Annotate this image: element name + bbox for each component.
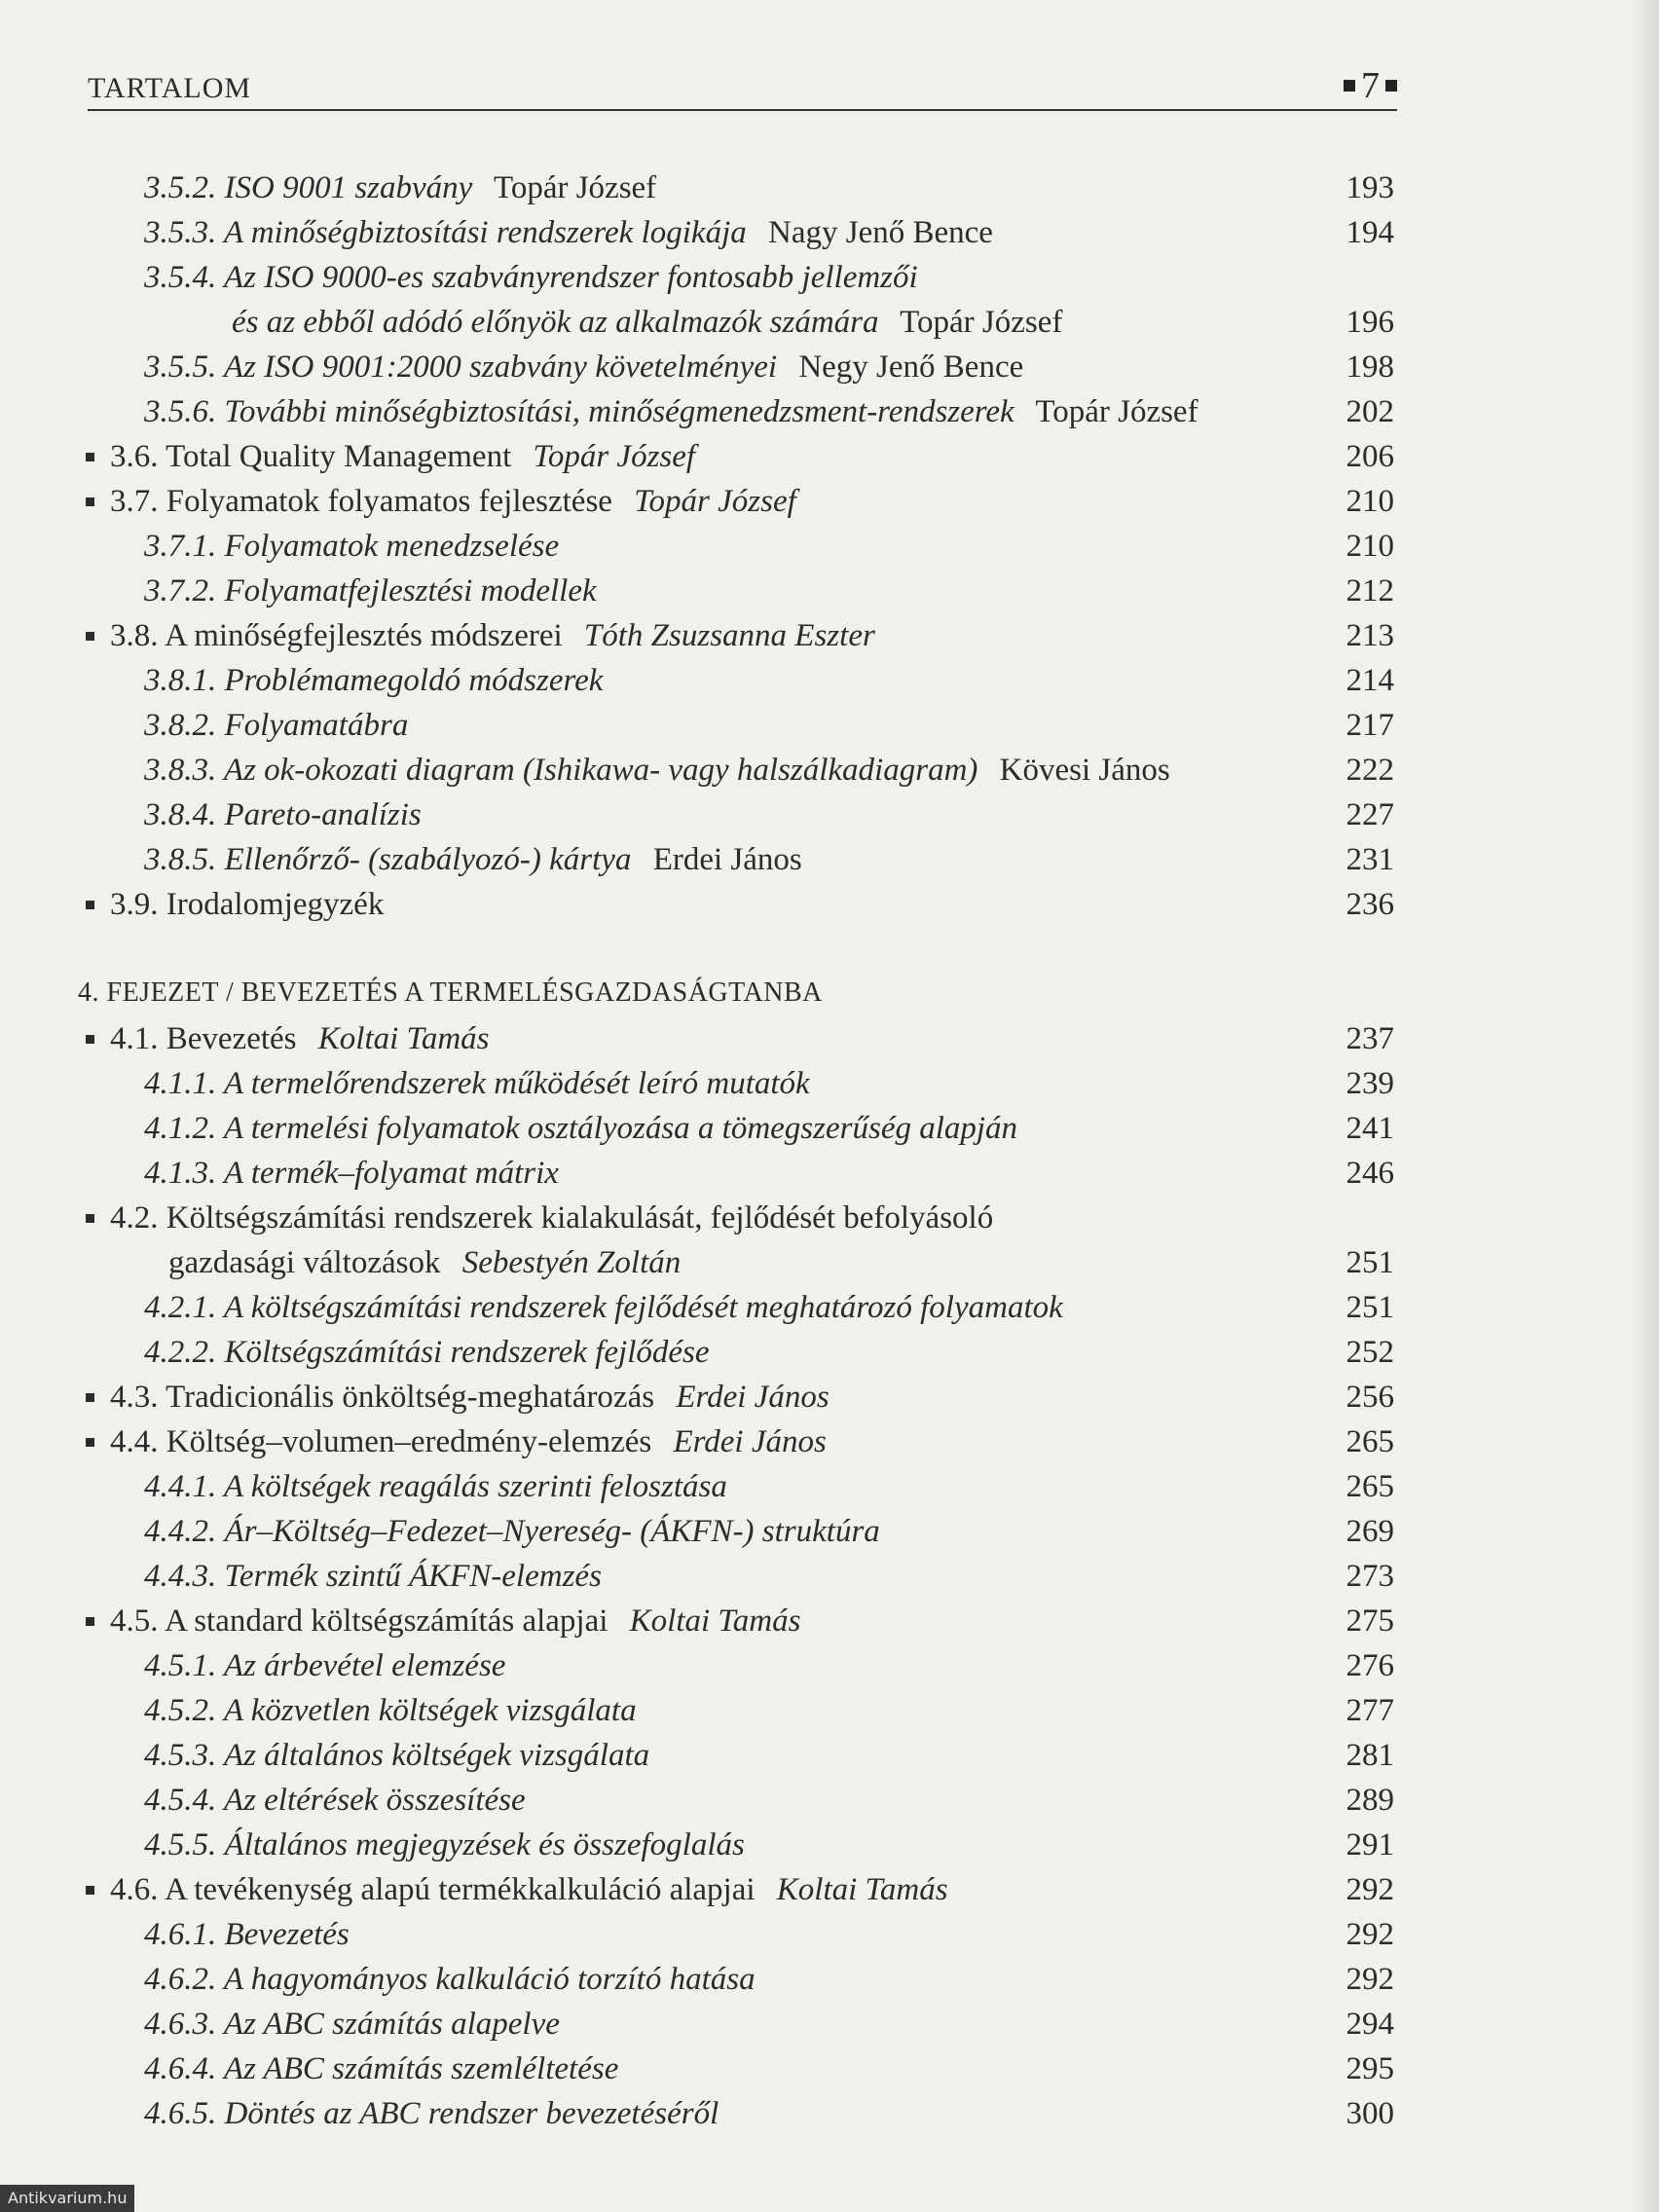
entry-page-number: 292	[1346, 1962, 1394, 1997]
entry-author: Koltai Tamás	[768, 1872, 948, 1907]
toc-entry[interactable]	[0, 1064, 1460, 1103]
entry-page-number: 194	[1346, 215, 1394, 250]
entry-author: Negy Jenő Bence	[791, 350, 1024, 385]
entry-page-number: 210	[1346, 529, 1394, 564]
entry-title: A termelőrendszerek működését leíró mutatók	[223, 1066, 810, 1101]
entry-number: 4.5.4.	[144, 1783, 224, 1818]
entry-page-number: 202	[1346, 394, 1394, 429]
entry-page-number: 295	[1346, 2051, 1394, 2086]
entry-page-number: 251	[1346, 1290, 1394, 1325]
entry-title: A termelési folyamatok osztályozása a tömegszerűség alapján	[223, 1111, 1018, 1146]
toc-entry[interactable]	[0, 1825, 1460, 1864]
entry-title: Az ISO 9001:2000 szabvány követelményei	[223, 350, 778, 385]
entry-author: Nagy Jenő Bence	[759, 215, 993, 250]
running-header	[88, 58, 1397, 111]
entry-number: 4.3.	[110, 1380, 166, 1415]
entry-title: Költség–volumen–eredmény-elemzés	[166, 1424, 652, 1459]
toc-entry[interactable]	[0, 1870, 1460, 1909]
binding-shadow	[1632, 0, 1659, 2212]
entry-page-number: 291	[1346, 1827, 1394, 1862]
entry-title: Az ok-okozati diagram (Ishikawa- vagy halszálkadiagram)	[223, 753, 978, 788]
bullet-icon	[86, 1035, 94, 1044]
entry-number: 4.4.1.	[144, 1469, 224, 1504]
entry-number: 4.4.2.	[144, 1514, 225, 1549]
entry-page-number: 275	[1346, 1604, 1394, 1639]
entry-page-number: 265	[1346, 1469, 1394, 1504]
entry-title: Az ABC számítás alapelve	[223, 2007, 560, 2042]
entry-number: 4.5.3.	[144, 1738, 224, 1773]
entry-author: Topár József	[892, 305, 1063, 340]
toc-entry[interactable]	[0, 1019, 1460, 1058]
entry-page-number: 273	[1346, 1559, 1394, 1594]
entry-number: 4.6.3.	[144, 2007, 224, 2042]
toc-entry[interactable]	[0, 1109, 1460, 1148]
entry-number: 3.5.2.	[144, 170, 225, 205]
entry-author: Topár József	[486, 170, 657, 205]
entry-title: A minőségfejlesztés módszerei	[164, 618, 563, 653]
entry-author: Topár József	[625, 484, 796, 519]
entry-number: 3.8.2.	[144, 708, 225, 743]
bullet-icon	[86, 1886, 94, 1895]
entry-number: 3.7.2.	[144, 573, 225, 608]
entry-number: 3.7.1.	[144, 529, 225, 564]
toc-entry[interactable]	[0, 1646, 1460, 1685]
page-number	[1344, 64, 1397, 107]
toc-entry[interactable]	[0, 661, 1460, 700]
toc-entry[interactable]	[0, 616, 1460, 655]
bullet-icon	[86, 1617, 94, 1626]
toc-entry[interactable]	[0, 1422, 1460, 1461]
toc-entry[interactable]	[0, 527, 1460, 566]
entry-title: A költségszámítási rendszerek fejlődését meghatározó folyamatok	[223, 1290, 1063, 1325]
entry-page-number: 256	[1346, 1380, 1394, 1415]
entry-title: A költségek reagálás szerinti felosztása	[223, 1469, 727, 1504]
entry-title: Tradicionális önköltség-meghatározás	[166, 1380, 655, 1415]
toc-entry[interactable]	[0, 1154, 1460, 1193]
toc-entry[interactable]	[0, 795, 1460, 834]
watermark: Antikvarium.hu	[0, 2185, 134, 2212]
entry-title: Pareto-analízis	[224, 797, 422, 832]
toc-entry[interactable]	[0, 1557, 1460, 1596]
entry-number: 4.5.2.	[144, 1693, 224, 1728]
entry-number: 4.4.	[110, 1424, 166, 1459]
entry-title: A tevékenység alapú termékkalkuláció alapjai	[164, 1872, 756, 1907]
toc-entry[interactable]	[0, 1243, 1460, 1282]
entry-page-number: 251	[1346, 1245, 1394, 1280]
entry-title: Költségszámítási rendszerek fejlődése	[224, 1335, 710, 1370]
entry-author: Koltai Tamás	[310, 1021, 490, 1056]
entry-title: A minőségbiztosítási rendszerek logikája	[223, 215, 747, 250]
entry-title: Problémamegoldó módszerek	[224, 663, 604, 698]
toc-entry[interactable]	[0, 168, 1460, 207]
toc-entry[interactable]	[0, 437, 1460, 476]
entry-title: Általános megjegyzések és összefoglalás	[224, 1827, 745, 1862]
toc-entry[interactable]	[0, 706, 1460, 745]
toc-entry[interactable]	[0, 2094, 1460, 2133]
entry-number: 4.5.	[110, 1604, 165, 1639]
entry-page-number: 222	[1346, 753, 1394, 788]
entry-page-number: 212	[1346, 573, 1394, 608]
toc-entry[interactable]	[0, 2005, 1460, 2044]
entry-page-number: 269	[1346, 1514, 1394, 1549]
entry-number: 4.2.2.	[144, 1335, 225, 1370]
entry-page-number: 196	[1346, 305, 1394, 340]
entry-page-number: 217	[1346, 708, 1394, 743]
entry-title: A termék–folyamat mátrix	[223, 1156, 559, 1191]
entry-title: Költségszámítási rendszerek kialakulását, fejlődését befolyásoló	[166, 1200, 994, 1235]
entry-title: Döntés az ABC rendszer bevezetéséről	[224, 2096, 719, 2131]
entry-title: A közvetlen költségek vizsgálata	[223, 1693, 637, 1728]
toc-entry[interactable]	[0, 1512, 1460, 1551]
toc-entry[interactable]	[0, 840, 1460, 879]
bullet-icon	[86, 1438, 94, 1447]
entry-number: 3.5.5.	[144, 350, 224, 385]
toc-entry[interactable]	[0, 1736, 1460, 1775]
entry-title: Az ISO 9000-es szabványrendszer fontosabb jellemzői	[223, 260, 918, 295]
entry-page-number: 289	[1346, 1783, 1394, 1818]
entry-author: Topár József	[1027, 394, 1198, 429]
entry-title: Az árbevétel elemzése	[223, 1648, 506, 1683]
entry-title: Folyamatábra	[224, 708, 409, 743]
entry-author: Topár József	[525, 439, 696, 474]
chapter-heading: 4. FEJEZET / BEVEZETÉS A TERMELÉSGAZDASÁGTANBA	[78, 977, 823, 1008]
toc-entry[interactable]	[0, 258, 1460, 297]
bullet-icon	[86, 498, 94, 506]
entry-page-number: 239	[1346, 1066, 1394, 1101]
entry-page-number: 292	[1346, 1872, 1394, 1907]
entry-number: 3.8.4.	[144, 797, 225, 832]
toc-entry[interactable]	[0, 482, 1460, 521]
entry-title: Folyamatfejlesztési modellek	[224, 573, 597, 608]
entry-title: Total Quality Management	[166, 439, 512, 474]
entry-number: 3.5.6.	[144, 394, 225, 429]
entry-author: Erdei János	[668, 1380, 830, 1415]
entry-number: 3.8.1.	[144, 663, 225, 698]
entry-page-number: 252	[1346, 1335, 1394, 1370]
square-ornament-icon	[1385, 80, 1397, 92]
entry-number: 4.6.	[110, 1872, 165, 1907]
entry-page-number: 193	[1346, 170, 1394, 205]
entry-title: Folyamatok menedzselése	[224, 529, 560, 564]
bullet-icon	[86, 632, 94, 641]
entry-number: 3.7.	[110, 484, 166, 519]
bullet-icon	[86, 1393, 94, 1402]
bullet-icon	[86, 1214, 94, 1223]
entry-author: Koltai Tamás	[621, 1604, 801, 1639]
toc-entry[interactable]	[0, 885, 1460, 924]
toc-entry[interactable]	[0, 1198, 1460, 1237]
entry-title: és az ebből adódó előnyök az alkalmazók számára	[232, 305, 879, 340]
entry-page-number: 231	[1346, 842, 1394, 877]
entry-title: Bevezetés	[224, 1917, 350, 1952]
entry-title: Ár–Költség–Fedezet–Nyereség- (ÁKFN-) struktúra	[224, 1514, 880, 1549]
entry-page-number: 227	[1346, 797, 1394, 832]
entry-author: Sebestyén Zoltán	[454, 1245, 682, 1280]
entry-number: 4.1.2.	[144, 1111, 224, 1146]
entry-title: Irodalomjegyzék	[166, 887, 385, 922]
entry-author: Erdei János	[665, 1424, 827, 1459]
toc-entry[interactable]	[0, 392, 1460, 431]
entry-number: 4.6.5.	[144, 2096, 225, 2131]
toc-entry[interactable]	[0, 1467, 1460, 1506]
entry-title: Folyamatok folyamatos fejlesztése	[166, 484, 612, 519]
toc-entry[interactable]	[0, 1333, 1460, 1372]
entry-title: Termék szintű ÁKFN-elemzés	[224, 1559, 602, 1594]
entry-number: 3.8.	[110, 618, 165, 653]
entry-title: Az általános költségek vizsgálata	[223, 1738, 650, 1773]
entry-page-number: 265	[1346, 1424, 1394, 1459]
entry-number: 3.8.5.	[144, 842, 225, 877]
entry-page-number: 281	[1346, 1738, 1394, 1773]
entry-page-number: 241	[1346, 1111, 1394, 1146]
entry-title: Ellenőrző- (szabályozó-) kártya	[224, 842, 632, 877]
entry-page-number: 292	[1346, 1917, 1394, 1952]
entry-page-number: 210	[1346, 484, 1394, 519]
entry-number: 4.6.2.	[144, 1962, 224, 1997]
entry-title: Az eltérések összesítése	[223, 1783, 526, 1818]
toc-entry[interactable]	[0, 571, 1460, 610]
toc-entry[interactable]	[0, 1378, 1460, 1417]
entry-title: Az ABC számítás szemléltetése	[223, 2051, 619, 2086]
entry-number: 3.5.3.	[144, 215, 224, 250]
entry-page-number: 206	[1346, 439, 1394, 474]
entry-title: További minőségbiztosítási, minőségmenedzsment-rendszerek	[224, 394, 1014, 429]
toc-entry[interactable]	[0, 1602, 1460, 1641]
entry-page-number: 246	[1346, 1156, 1394, 1191]
entry-page-number: 294	[1346, 2007, 1394, 2042]
entry-page-number: 276	[1346, 1648, 1394, 1683]
entry-number: 4.5.1.	[144, 1648, 224, 1683]
entry-title: Bevezetés	[166, 1021, 297, 1056]
entry-number: 4.1.3.	[144, 1156, 224, 1191]
entry-number: 4.5.5.	[144, 1827, 225, 1862]
entry-number: 4.1.1.	[144, 1066, 224, 1101]
entry-page-number: 213	[1346, 618, 1394, 653]
entry-page-number: 198	[1346, 350, 1394, 385]
entry-author: Erdei János	[645, 842, 802, 877]
entry-page-number: 277	[1346, 1693, 1394, 1728]
toc-entry[interactable]	[0, 1915, 1460, 1954]
entry-number: 3.6.	[110, 439, 166, 474]
entry-page-number: 237	[1346, 1021, 1394, 1056]
toc-entry[interactable]	[0, 1691, 1460, 1730]
entry-number: 4.6.4.	[144, 2051, 224, 2086]
entry-number: 4.2.	[110, 1200, 166, 1235]
entry-title: A hagyományos kalkuláció torzító hatása	[223, 1962, 756, 1997]
entry-page-number: 214	[1346, 663, 1394, 698]
entry-page-number: 236	[1346, 887, 1394, 922]
toc-entry[interactable]	[0, 751, 1460, 790]
entry-title: gazdasági változások	[168, 1245, 441, 1280]
bullet-icon	[86, 901, 94, 909]
entry-title: A standard költségszámítás alapjai	[164, 1604, 608, 1639]
square-ornament-icon	[1344, 80, 1355, 92]
entry-number: 4.2.1.	[144, 1290, 224, 1325]
entry-title: ISO 9001 szabvány	[224, 170, 473, 205]
entry-author: Tóth Zsuzsanna Eszter	[575, 618, 875, 653]
toc-entry[interactable]	[0, 213, 1460, 252]
entry-number: 3.5.4.	[144, 260, 224, 295]
toc-entry[interactable]	[0, 1781, 1460, 1820]
entry-number: 4.1.	[110, 1021, 166, 1056]
section-title: TARTALOM	[88, 72, 252, 104]
toc-entry[interactable]	[0, 348, 1460, 387]
toc-entry[interactable]	[0, 1960, 1460, 1999]
toc-entry[interactable]	[0, 303, 1460, 342]
entry-author: Kövesi János	[991, 753, 1170, 788]
entry-number: 4.4.3.	[144, 1559, 225, 1594]
entry-number: 3.9.	[110, 887, 166, 922]
toc-entry[interactable]	[0, 1288, 1460, 1327]
page-number-value: 7	[1361, 65, 1380, 106]
bullet-icon	[86, 453, 94, 461]
toc-entry[interactable]	[0, 2049, 1460, 2088]
entry-number: 4.6.1.	[144, 1917, 225, 1952]
entry-number: 3.8.3.	[144, 753, 224, 788]
entry-page-number: 300	[1346, 2096, 1394, 2131]
